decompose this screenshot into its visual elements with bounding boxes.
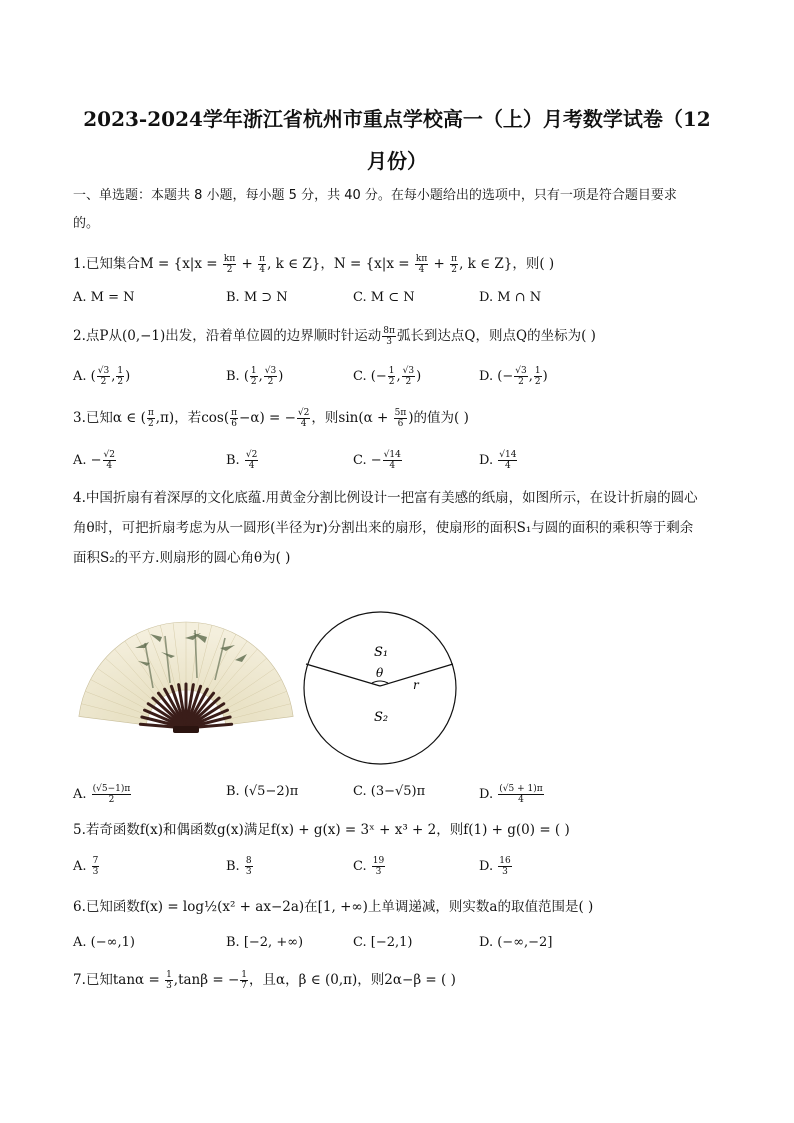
fraction: $\frac{5\pi}{6}$ <box>394 408 407 429</box>
fraction: $\frac{k\pi}{2}$ <box>223 254 236 275</box>
radius-left <box>306 664 380 686</box>
option-b[interactable]: B. (√5−2)π <box>226 784 299 799</box>
fraction: $\frac{\pi}{4}$ <box>259 254 266 275</box>
option-a[interactable]: A. ( $\frac{√3}{2}$ , $\frac{1}{2}$ ) <box>73 366 131 387</box>
question-3-options <box>73 450 733 472</box>
question-7: 7.已知tanα = $\frac{1}{3}$ ,tanβ = − $\frac{1}{7}$ ，且α，β ∈ (0,π)，则2α−β = ( ) <box>73 970 456 991</box>
fraction: $\frac{\pi}{6}$ <box>231 408 238 429</box>
question-4-options <box>73 784 733 806</box>
option-a[interactable]: A. − $\frac{√2}{4}$ <box>73 450 116 471</box>
question-4-line3: 面积S₂的平方.则扇形的圆心角θ为( ) <box>73 550 291 566</box>
question-3: 3.已知α ∈ ( $\frac{\pi}{2}$ ,π)，若cos( $\frac{\pi}{6}$ −α) = − $\frac{√2}{4}$ ，则sin(α + $\frac{5\pi}{6}$ )的值为( ) <box>73 408 469 429</box>
option-d[interactable]: D. (− $\frac{√3}{2}$ , $\frac{1}{2}$ ) <box>479 366 548 387</box>
label-s2: S₂ <box>374 710 389 725</box>
option-c[interactable]: C. [−2,1) <box>353 935 413 950</box>
option-c[interactable]: C. (3−√5)π <box>353 784 426 799</box>
section-instructions-line1: 一、单选题：本题共 8 小题，每小题 5 分，共 40 分。在每小题给出的选项中，只有一项是符合题目要求 <box>73 188 677 203</box>
option-a[interactable]: A. $\frac{7}{3}$ <box>73 856 99 877</box>
question-5-options <box>73 856 733 878</box>
label-r: r <box>413 678 419 692</box>
label-theta: θ <box>376 666 384 680</box>
fraction: $\frac{8\pi}{3}$ <box>383 326 395 347</box>
question-1: 1.已知集合M = {x|x = $\frac{k\pi}{2}$ + $\frac{\pi}{4}$ , k ∈ Z}，N = {x|x = $\frac{k\pi}{4}$ + $\frac{\pi}{2}$ , k ∈ Z}，则( ) <box>73 254 555 275</box>
fraction: $\frac{\pi}{2}$ <box>451 254 458 275</box>
question-4-line1: 4.中国折扇有着深厚的文化底蕴.用黄金分割比例设计一把富有美感的纸扇，如图所示，在设计折扇的圆心 <box>73 490 698 506</box>
option-a[interactable]: A. (−∞,1) <box>73 935 135 950</box>
option-c[interactable]: C. − $\frac{√14}{4}$ <box>353 450 401 471</box>
fraction: $\frac{√2}{4}$ <box>297 408 310 429</box>
fraction: $\frac{k\pi}{4}$ <box>415 254 428 275</box>
exam-title-line1: 2023-2024学年浙江省杭州市重点学校高一（上）月考数学试卷（12 <box>83 107 711 131</box>
question-2-options <box>73 366 733 388</box>
angle-arc <box>372 681 388 683</box>
sector-diagram <box>300 608 460 768</box>
option-c[interactable]: C. M ⊂ N <box>353 290 415 305</box>
fraction: $\frac{1}{3}$ <box>166 970 172 991</box>
fan-stand <box>173 726 199 733</box>
option-b[interactable]: B. M ⊃ N <box>226 290 288 305</box>
option-d[interactable]: D. $\frac{(√5 + 1)\pi}{4}$ <box>479 784 543 805</box>
option-c[interactable]: C. $\frac{19}{3}$ <box>353 856 385 877</box>
exam-title-line2: 月份） <box>367 149 427 173</box>
option-a[interactable]: A. M = N <box>73 290 135 305</box>
option-d[interactable]: D. $\frac{√14}{4}$ <box>479 450 517 471</box>
folding-fan-image <box>75 618 297 736</box>
option-b[interactable]: B. $\frac{8}{3}$ <box>226 856 252 877</box>
option-d[interactable]: D. $\frac{16}{3}$ <box>479 856 511 877</box>
circle-outline <box>304 612 456 764</box>
question-4-line2: 角θ时，可把折扇考虑为从一圆形(半径为r)分割出来的扇形，使扇形的面积S₁与圆的面积的乘积等于剩余 <box>73 520 694 536</box>
question-6: 6.已知函数f(x) = log½(x² + ax−2a)在[1, +∞)上单调递减，则实数a的取值范围是( ) <box>73 899 594 915</box>
question-2: 2.点P从(0,−1)出发，沿着单位圆的边界顺时针运动 $\frac{8\pi}{3}$ 弧长到达点Q，则点Q的坐标为( ) <box>73 326 596 347</box>
label-s1: S₁ <box>374 645 389 660</box>
option-b[interactable]: B. $\frac{√2}{4}$ <box>226 450 258 471</box>
option-b[interactable]: B. ( $\frac{1}{2}$ , $\frac{√3}{2}$ ) <box>226 366 284 387</box>
fraction: $\frac{\pi}{2}$ <box>147 408 154 429</box>
question-1-options <box>73 290 733 312</box>
question-5: 5.若奇函数f(x)和偶函数g(x)满足f(x) + g(x) = 3ˣ + x³ + 2，则f(1) + g(0) = ( ) <box>73 822 570 838</box>
option-d[interactable]: D. (−∞,−2] <box>479 935 553 950</box>
question-6-options <box>73 935 733 957</box>
fraction: $\frac{1}{7}$ <box>241 970 248 991</box>
option-d[interactable]: D. M ∩ N <box>479 290 542 305</box>
option-a[interactable]: A. $\frac{(√5-1)\pi}{2}$ <box>73 784 131 805</box>
option-b[interactable]: B. [−2, +∞) <box>226 935 304 950</box>
option-c[interactable]: C. (− $\frac{1}{2}$ , $\frac{√3}{2}$ ) <box>353 366 422 387</box>
section-instructions-line2: 的。 <box>73 216 100 231</box>
